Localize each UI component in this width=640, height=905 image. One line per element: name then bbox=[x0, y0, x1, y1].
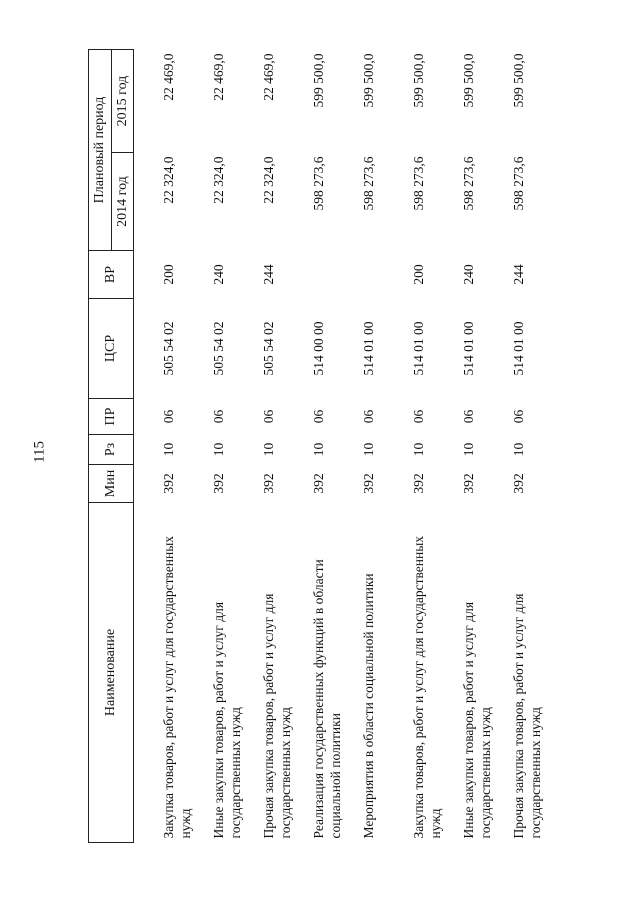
table-body bbox=[134, 49, 562, 842]
cell-name: Прочая закупка товаров, работ и услуг для государственных нужд bbox=[511, 593, 543, 839]
cell-csr: 514 01 00 bbox=[511, 321, 526, 376]
cell-pr: 06 bbox=[461, 409, 476, 424]
cell-vr: 200 bbox=[161, 264, 176, 285]
cell-rz: 10 bbox=[261, 442, 276, 457]
cell-name: Реализация государственных функций в области социальной политики bbox=[311, 559, 343, 839]
cell-2014: 22 324,0 bbox=[161, 156, 176, 204]
cell-csr: 505 54 02 bbox=[261, 321, 276, 376]
cell-name: Закупка товаров, работ и услуг для государственных нужд bbox=[411, 535, 443, 839]
cell-vr: 240 bbox=[211, 264, 226, 285]
cell-2015: 599 500,0 bbox=[411, 53, 426, 108]
cell-2015: 22 469,0 bbox=[161, 53, 176, 101]
cell-csr: 514 01 00 bbox=[411, 321, 426, 376]
cell-2015: 22 469,0 bbox=[261, 53, 276, 101]
rotated-table-container bbox=[88, 50, 543, 843]
header-name: Наименование bbox=[89, 503, 134, 843]
cell-2014: 598 273,6 bbox=[361, 156, 376, 211]
cell-csr: 505 54 02 bbox=[161, 321, 176, 376]
cell-min: 392 bbox=[261, 473, 276, 494]
table-row bbox=[511, 49, 561, 842]
cell-csr: 514 01 00 bbox=[461, 321, 476, 376]
cell-2014: 598 273,6 bbox=[411, 156, 426, 211]
cell-vr: 240 bbox=[461, 264, 476, 285]
spacer-row bbox=[134, 49, 162, 842]
cell-2015: 599 500,0 bbox=[511, 53, 526, 108]
cell-csr: 514 00 00 bbox=[311, 321, 326, 376]
cell-2014: 598 273,6 bbox=[461, 156, 476, 211]
page-number: 115 bbox=[31, 441, 48, 463]
cell-rz: 10 bbox=[411, 442, 426, 457]
budget-table bbox=[88, 49, 561, 843]
header-planned-period: Плановый период bbox=[89, 49, 112, 250]
cell-name: Иные закупки товаров, работ и услуг для государственных нужд bbox=[461, 601, 493, 839]
cell-2015: 599 500,0 bbox=[461, 53, 476, 108]
header-csr: ЦСР bbox=[89, 299, 134, 399]
table-row bbox=[411, 49, 461, 842]
header-min: Мин bbox=[89, 465, 134, 503]
cell-name: Закупка товаров, работ и услуг для государственных нужд bbox=[161, 535, 193, 839]
cell-rz: 10 bbox=[311, 442, 326, 457]
cell-pr: 06 bbox=[361, 409, 376, 424]
table-row bbox=[461, 49, 511, 842]
cell-pr: 06 bbox=[511, 409, 526, 424]
cell-2015: 599 500,0 bbox=[311, 53, 326, 108]
cell-pr: 06 bbox=[261, 409, 276, 424]
cell-name: Мероприятия в области социальной политики bbox=[361, 573, 376, 839]
cell-2015: 22 469,0 bbox=[211, 53, 226, 101]
cell-pr: 06 bbox=[411, 409, 426, 424]
cell-2014: 598 273,6 bbox=[511, 156, 526, 211]
cell-rz: 10 bbox=[161, 442, 176, 457]
cell-rz: 10 bbox=[361, 442, 376, 457]
table-row bbox=[211, 49, 261, 842]
header-rz: Рз bbox=[89, 435, 134, 465]
cell-pr: 06 bbox=[211, 409, 226, 424]
cell-csr: 505 54 02 bbox=[211, 321, 226, 376]
cell-vr bbox=[311, 251, 361, 299]
cell-rz: 10 bbox=[461, 442, 476, 457]
cell-2014: 22 324,0 bbox=[261, 156, 276, 204]
cell-rz: 10 bbox=[211, 442, 226, 457]
table-row bbox=[311, 49, 361, 842]
cell-2014: 598 273,6 bbox=[311, 156, 326, 211]
cell-2014: 22 324,0 bbox=[211, 156, 226, 204]
cell-rz: 10 bbox=[511, 442, 526, 457]
cell-2015: 599 500,0 bbox=[361, 53, 376, 108]
cell-pr: 06 bbox=[311, 409, 326, 424]
table-row bbox=[161, 49, 211, 842]
header-year-2015: 2015 год bbox=[111, 49, 134, 152]
cell-min: 392 bbox=[311, 473, 326, 494]
header-year-2014: 2014 год bbox=[111, 153, 134, 251]
cell-name: Иные закупки товаров, работ и услуг для государственных нужд bbox=[211, 601, 243, 839]
cell-min: 392 bbox=[361, 473, 376, 494]
cell-vr: 244 bbox=[261, 264, 276, 285]
cell-vr: 200 bbox=[411, 264, 426, 285]
cell-name: Прочая закупка товаров, работ и услуг для государственных нужд bbox=[261, 593, 293, 839]
cell-vr: 244 bbox=[511, 264, 526, 285]
cell-min: 392 bbox=[211, 473, 226, 494]
table-header bbox=[89, 49, 134, 842]
cell-min: 392 bbox=[461, 473, 476, 494]
cell-min: 392 bbox=[161, 473, 176, 494]
cell-pr: 06 bbox=[161, 409, 176, 424]
cell-vr bbox=[361, 251, 411, 299]
table-row bbox=[261, 49, 311, 842]
cell-min: 392 bbox=[511, 473, 526, 494]
header-pr: ПР bbox=[89, 399, 134, 435]
cell-min: 392 bbox=[411, 473, 426, 494]
cell-csr: 514 01 00 bbox=[361, 321, 376, 376]
header-vr: ВР bbox=[89, 251, 134, 299]
table-row bbox=[361, 49, 411, 842]
